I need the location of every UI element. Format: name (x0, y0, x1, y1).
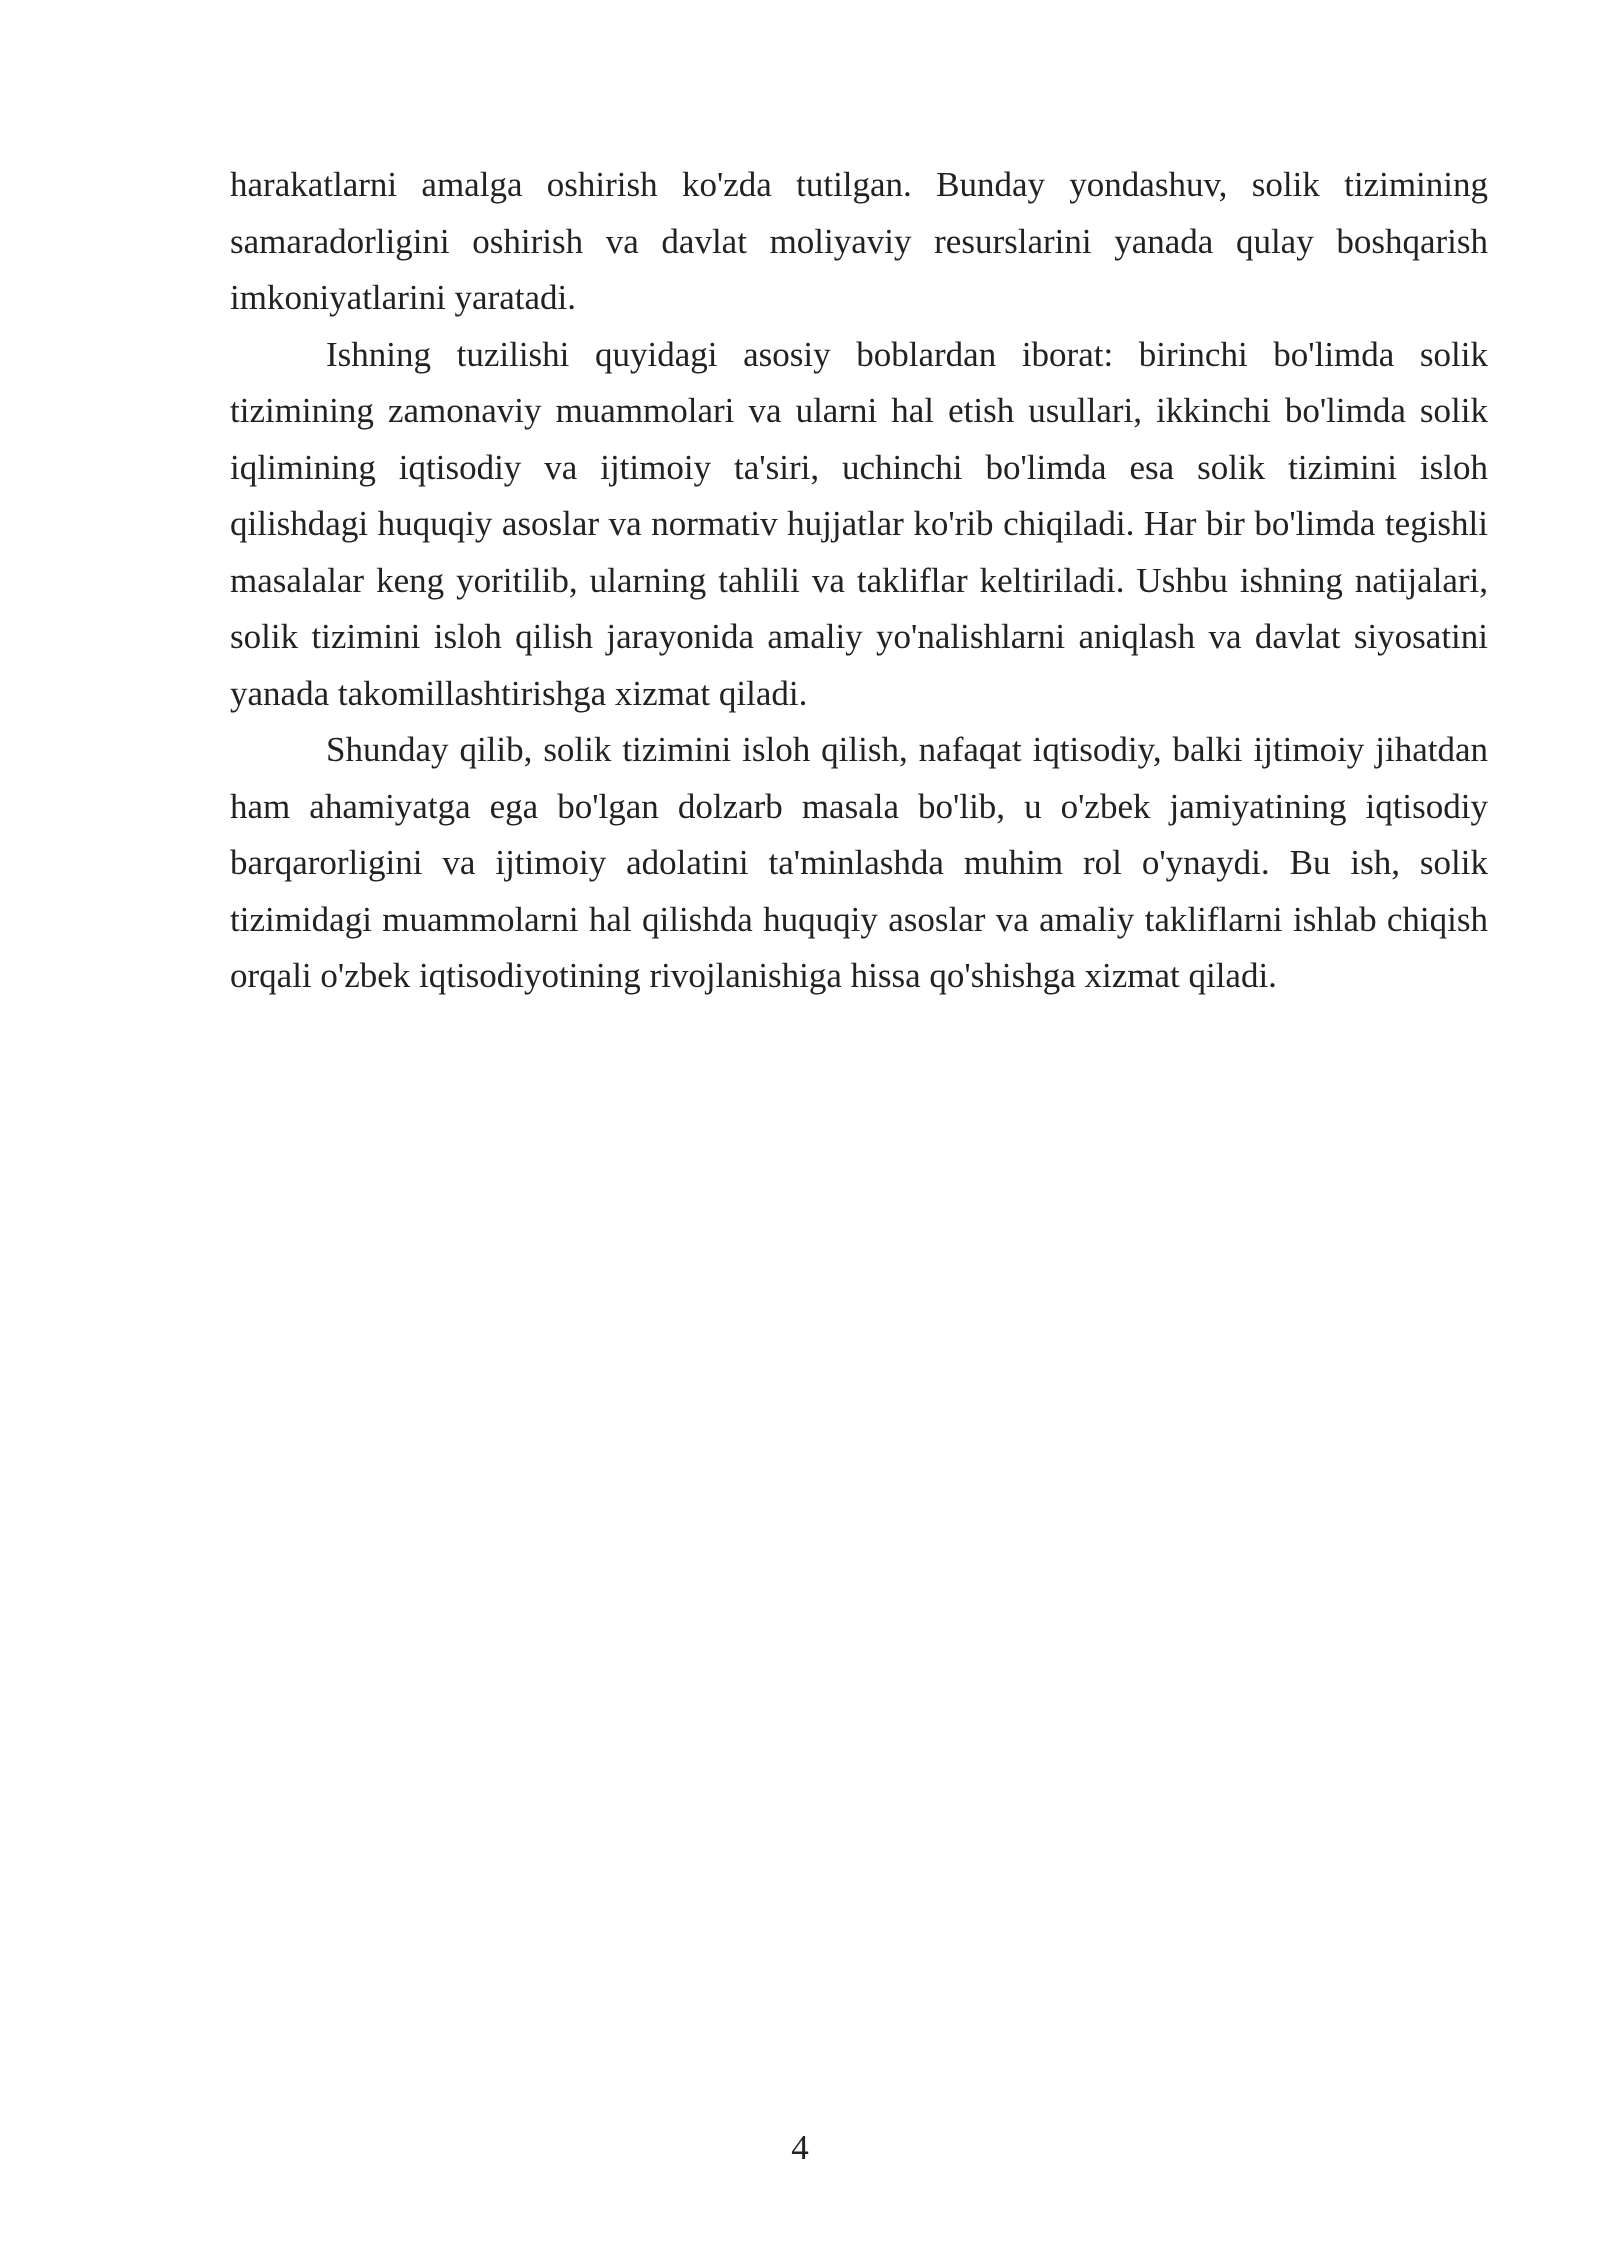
page-number: 4 (791, 2128, 809, 2167)
paragraph-conclusion: Shunday qilib, solik tizimini isloh qilish, nafaqat iqtisodiy, balki ijtimoiy jihatdan ham ahamiyatga ega bo'lgan dolzarb masala bo'lib, u o'zbek jamiyatining iqtisodiy barqarorligini va ijtimoiy adolatini ta'minlashda muhim rol o'ynaydi. Bu ish, solik tizimidagi muammolarni hal qilishda huquqiy asoslar va amaliy takliflarni ishlab chiqish orqali o'zbek iqtisodiyotining rivojlanishiga hissa qo'shishga xizmat qiladi. (230, 730, 1488, 995)
paragraph-continuation: harakatlarni amalga oshirish ko'zda tutilgan. Bunday yondashuv, solik tizimining samaradorligini oshirish va davlat moliyaviy resurslarini yanada qulay boshqarish imkoniyatlarini yaratadi. (230, 165, 1488, 317)
document-body (230, 157, 1488, 1005)
paragraph-structure: Ishning tuzilishi quyidagi asosiy boblardan iborat: birinchi bo'limda solik tizimining zamonaviy muammolari va ularni hal etish usullari, ikkinchi bo'limda solik iqlimining iqtisodiy va ijtimoiy ta'siri, uchinchi bo'limda esa solik tizimini isloh qilishdagi huquqiy asoslar va normativ hujjatlar ko'rib chiqiladi. Har bir bo'limda tegishli masalalar keng yoritilib, ularning tahlili va takliflar keltiriladi. Ushbu ishning natijalari, solik tizimini isloh qilish jarayonida amaliy yo'nalishlarni aniqlash va davlat siyosatini yanada takomillashtirishga xizmat qiladi. (230, 334, 1488, 713)
